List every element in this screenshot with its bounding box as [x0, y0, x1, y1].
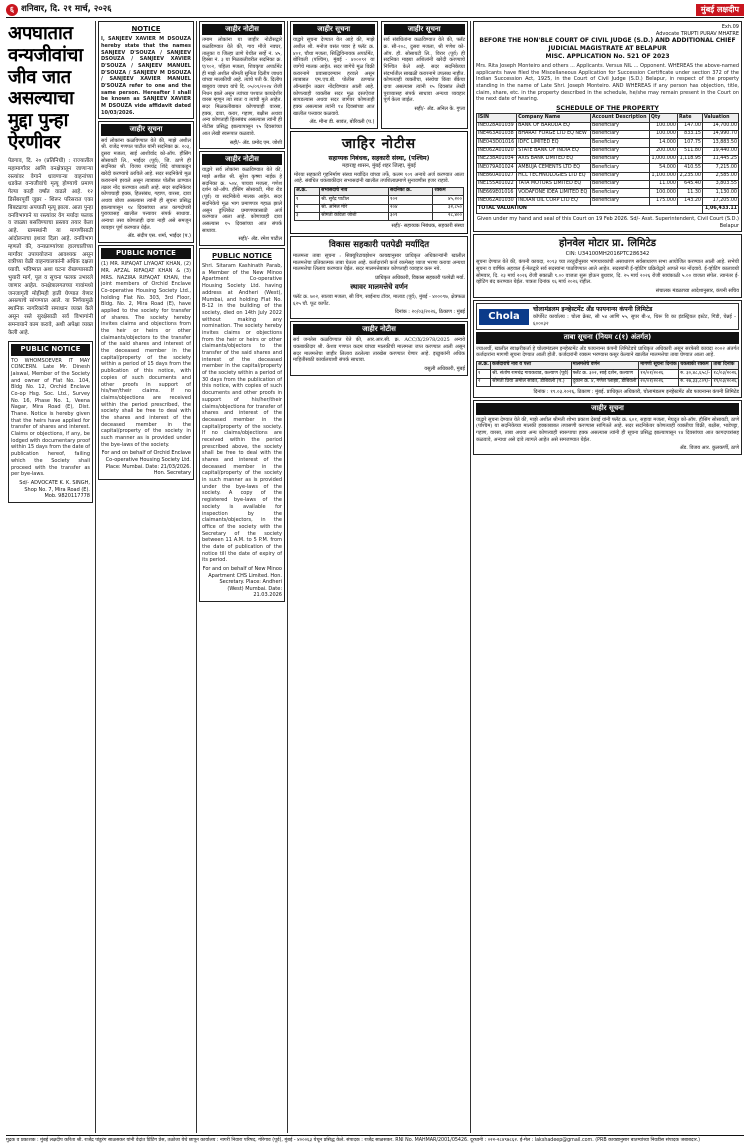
table-cell: INE463A01038 — [477, 130, 517, 138]
table-row — [477, 164, 739, 172]
table-row — [477, 378, 739, 386]
table-cell: INE043D01016 — [477, 139, 517, 147]
two-notice-row — [290, 21, 468, 131]
application-number: MISC. APPLICATION No. 521 OF 2023 — [545, 53, 670, 60]
table-cell: ३०१ — [388, 212, 432, 220]
notice-heading: जाहीर सूचना — [384, 24, 466, 35]
table-cell: Beneficiary — [590, 122, 649, 130]
table-cell: १२/०१/२०२६ — [639, 370, 679, 378]
notice-heading: NOTICE — [131, 25, 161, 33]
table-cell: Beneficiary — [590, 164, 649, 172]
table-row — [477, 122, 739, 130]
notice-body: तमाम लोकांना या जाहीर नोटीसद्वारे कळविण्यात येते की, गाव मौजे नवघर, तालुका व जिल्हा ठाणे येथील सर्व्हे नं. ४५, हिस्सा नं. ३ या मिळकतीवरील सदनिका क्र. ए/१०२, पहिला मजला, शिवकृपा अपार्टमेंट ही माझे अशील श्रीमती सुनिता दिलीप जाधव यांच्या मालकीची आहे. त्यांचे पती कै. दिलीप बाबूराव जाधव यांचे दि. ०५/०१/२०२४ रोजी निधन झाले असून त्यांच्या पश्चात कायदेशीर वारस म्हणून त्या स्वतः व त्यांची मुले आहेत. सदर मिळकतीबाबत कोणाचाही वारसा, हक्क, दावा, करार, गहाण, बक्षीस अथवा अन्य कोणताही हितसंबंध असल्यास त्यांनी ही नोटीस प्रसिद्ध झाल्यापासून १५ दिवसांच्या आत लेखी स्वरूपात कळवावे. — [202, 37, 282, 137]
table-cell: श्री. संतोष रामचंद्र गायकवाड, कल्याण (पूर्व) — [491, 370, 571, 378]
table-cell: INE062A01020 — [477, 147, 517, 155]
notice-body: सर्व जनतेस कळविण्यात येते की, आर.आर.सी. क्र. ACC/X/2978/2025 अन्वये थकबाकीदार श्री. केशव गणपत कदम यांच्या मालकीची मालमत्ता जप्त करण्यात आली असून सदर मालमत्तेचा जाहीर लिलाव ठरलेल्या तारखेस करण्यात येणार आहे. इच्छुकांनी अधिक माहितीसाठी कार्यालयाशी संपर्क साधावा. — [293, 337, 465, 364]
table-cell: २ — [477, 378, 491, 386]
vikas-patpedhi-notice — [290, 236, 468, 319]
honeywell-notice — [473, 234, 742, 297]
table-header-cell: सदनिका क्र. — [388, 187, 432, 195]
notice-body: मालमत्ता ताबा सूचना : सिक्युरिटायझेशन कायद्यानुसार प्राधिकृत अधिकाऱ्यांनी खालील मालमत्तेचा प्रतिकात्मक ताबा घेतला आहे. कर्जदारांनी कर्ज रकमेसह व्याज भरणा करावा अन्यथा मालमत्तेचा लिलाव करण्यात येईल. सदर मालमत्तेबाबत कोणताही व्यवहार करू नये. — [293, 253, 465, 273]
table-cell: दुकान क्र. ४, गणेश प्लाझा, डोंबिवली — [571, 378, 639, 386]
table-cell: 13,883.50 — [702, 139, 738, 147]
table-cell: 100.000 — [649, 130, 677, 138]
table-cell: 833.15 — [677, 130, 702, 138]
table-row — [477, 189, 739, 197]
table-cell: AXIS BANK LIMITED EQ — [517, 155, 591, 163]
table-cell: INDIAN OIL CORP LTD EQ — [517, 197, 591, 205]
table-cell: रु. ३०,४८,६५८/- — [679, 370, 712, 378]
table-cell: 19,440.00 — [702, 147, 738, 155]
property-heading: स्थावर मालमत्तेचे वर्णन — [350, 282, 408, 291]
notice-heading: PUBLIC NOTICE — [212, 251, 272, 260]
table-cell: INE062A01030 — [477, 197, 517, 205]
column-1 — [6, 21, 96, 1133]
notice-body: याद्वारे सर्व लोकांना कळविण्यात येते की, माझे अशील श्री. सुरेश कृष्णा नाईक हे सदनिका क्र. ५०४, पाचवा मजला, गणेश दर्शन को-ऑप. हौसिंग सोसायटी, मीरा रोड (पूर्व) या सदनिकेचे मालक आहेत. सदर सदनिकेचे मूळ भाग प्रमाणपत्र गहाळ झाले असून डुप्लिकेट प्रमाणपत्रासाठी अर्ज करण्यात आला आहे. कोणाचाही दावा असल्यास १५ दिवसांच्या आत संपर्क साधावा. — [202, 167, 282, 234]
table-row — [477, 172, 739, 180]
notice-body: सर्व संबंधितांना कळविण्यात येते की, फ्लॅट क्र. सी-२०८, दुसरा मजला, श्री गणेश को-ऑप. हौ. सोसायटी लि., विरार (पूर्व) ही सदनिका माझ्या अशिलांनी खरेदी करण्याचे निश्चित केले आहे. सदर सदनिकेच्या संदर्भातील साखळी करारनामे उपलब्ध नाहीत. कोणत्याही व्यक्तीचा, संस्थेचा किंवा बँकेचा दावा असल्यास त्यांनी १५ दिवसांत लेखी पुराव्यासह संपर्क साधावा अन्यथा व्यवहार पूर्ण केला जाईल. — [383, 37, 465, 104]
table-cell: २ — [295, 204, 320, 212]
chola-header — [476, 303, 739, 331]
table-cell: INE669E01016 — [477, 189, 517, 197]
public-notice-jaiswal — [8, 341, 93, 502]
table-row — [477, 197, 739, 205]
table-cell: श्री. सुरेंद्र पाटील — [320, 196, 389, 204]
notice-signature: ॲड. विजय आर. कुलकर्णी, ठाणे — [679, 445, 739, 452]
notice-signature: प्राधिकृत अधिकारी, विकास सहकारी पतपेढी मर्या. — [375, 275, 465, 282]
advocate-name: Advocate TRUPTI PURAV MHATRE — [655, 30, 739, 37]
table-cell: 14,990.70 — [702, 130, 738, 138]
company-cin: CIN: U34100MH2016PTC286342 — [565, 250, 650, 257]
table-cell: 11,445.25 — [702, 155, 738, 163]
court-body: Mrs. Rita Joseph Monteiro and others ... Applicants. Versus NIL ... Opponent. WHEREAS the above-named applicants have filed the Miscellaneous Application for Succession Certificate under section 372 of the Indian Succession Act, 1925, in the Court of Civil Judge (S.D.) Belapur, in respect of the property standing in the name of Late Shri. Joseph Monteiro. AND WHEREAS if any person has objection, title, claim, share, etc. in the property described in the schedule, he/she may remain present in the Court on the next date of hearing. — [476, 62, 739, 103]
table-row — [477, 155, 739, 163]
chola-logo: Chola — [479, 309, 529, 325]
table-header-cell: कर्जदाराचे नाव व पत्ता — [491, 361, 571, 369]
table-cell: BHARAT FORGE LTD EQ NEW — [517, 130, 591, 138]
table-cell: Beneficiary — [590, 139, 649, 147]
table-header-cell: मालमत्तेचे वर्णन — [571, 361, 639, 369]
jahir-suchana-b — [381, 21, 469, 129]
table-cell: 645.40 — [677, 180, 702, 188]
notice-signature: संचालक मंडळाच्या आदेशानुसार, कंपनी सचिव — [655, 288, 739, 295]
notice-heading: जाहीर नोटीस — [293, 324, 465, 335]
table-cell: 200.000 — [649, 147, 677, 155]
recovery-notice — [290, 321, 468, 376]
jahir-suchana-a — [290, 21, 378, 129]
table-cell: 11.000 — [649, 180, 677, 188]
court-signature: Given under my hand and seal of this Court on 19 Feb 2026. Sd/- Asst. Superintendent, Civil Court (S.D.) Belapur — [477, 216, 739, 229]
table-cell: २०४ — [388, 204, 432, 212]
notice-heading: जाहीर सूचना — [293, 24, 375, 35]
schedule-table — [476, 113, 739, 214]
public-notice-minoo — [199, 248, 285, 602]
table-cell: INE860A01027 — [477, 172, 517, 180]
notice-body: I, SANJEEV XAVIER M DSOUZA hereby state that the names SANJEEV D'SOUZA / SANJEEV DSOUZA / SANJEEV XAVIER D'SOUZA / SANJEEV MANUEL D'SOUZA / SANJEEV M DSOUZA / SANJEEV XAVIER MANUEL D'SOUZA refer to one and the same person. Hereafter I shall be known as SANJEEV XAVIER M DSOUZA vide affidavit dated 10/03/2026. — [101, 36, 191, 116]
notice-body: सर्व लोकांना कळविण्यात येते की, माझे अशील श्री. राजेंद्र गणपत पाटील यांनी सदनिका क्र. २०३, दुसरा मजला, साई आशीर्वाद को-ऑप. हौसिंग सोसायटी लि., भाईंदर (पूर्व), जि. ठाणे ही सदनिका श्री. विजय रामचंद्र शिंदे यांच्याकडून खरेदी करण्याचे ठरविले आहे. सदर सदनिकेचे मूळ करारनामे हरवले असून त्याबाबत पोलीस ठाण्यात तक्रार नोंद करण्यात आली आहे. सदर सदनिकेवर कोणाचाही हक्क, हितसंबंध, गहाण, वारसा, दावा अथवा बोजा असल्यास त्यांनी ही सूचना प्रसिद्ध झाल्यापासून १४ दिवसांच्या आत कागदोपत्री पुराव्यासह खालील पत्त्यावर संपर्क साधावा. अन्यथा तसा कोणताही दावा नाही असे समजून व्यवहार पूर्ण करण्यात येईल. — [101, 137, 191, 231]
table-cell: 175.000 — [649, 197, 677, 205]
jahir-suchana-1 — [98, 121, 194, 242]
table-cell: १०२ — [388, 196, 432, 204]
table-cell: 2,235.00 — [677, 172, 702, 180]
notice-heading: जाहीर सूचना — [101, 124, 191, 135]
notice-signature: दिनांक : १९.०३.२०२६, ठिकाण : मुंबई. प्राधिकृत अधिकारी, चोलामंडलम इन्व्हेस्टमेंट अँड फायनान्स कंपनी लिमिटेड — [533, 388, 739, 395]
notice-heading: जाहीर नोटीस — [202, 24, 282, 35]
table-cell: 7,215.00 — [702, 164, 738, 172]
notice-signature: For and on behalf of New Minoo Apartment CHS Limited. Hon. Secretary. Place: Andheri (West) Mumbai. Date: 21.03.2026 — [202, 566, 282, 599]
table-cell: ४५,२०० — [433, 196, 464, 204]
main-story: पेडगाव, दि. २० (प्रतिनिधी) : राज्यातील महामार्गांवर आणि वनक्षेत्रातून जाणाऱ्या रस्त्यांवर वेगाने धावणाऱ्या वाहनांच्या धडकेत वन्यजीवांचे मृत्यू होण्याचे प्रमाण गेल्या काही वर्षांत वाढले आहे. १२ डिसेंबरपूर्वी जुन्नर - शिरूर परिसरात एका बिबट्याचा अपघाती मृत्यू झाला. आता पुन्हा वनविभागाने या रस्त्यांवर वेग मर्यादा फलक व जाळ्या बसविण्याचा प्रस्ताव तयार केला आहे. ग्रामस्थांनी या मागणीसाठी आंदोलनाचा इशारा दिला आहे. वनविभाग म्हणतो की, वन्यप्राण्यांच्या हालचालीच्या मार्गांवर उपाययोजना आवश्यक असून रात्रीच्या वेळी वाहनचालकांनी अधिक दक्षता घ्यावी. भविष्यात अशा घटना रोखण्यासाठी भुयारी मार्ग, पूल व सूचना फलक उभारले जाणार आहेत. वनक्षेत्रालगतच्या गावांमध्ये जनजागृती मोहीमही हाती घेण्यात येणार असल्याचे सांगण्यात आले. या निर्णयामुळे स्थानिक नागरिकांनी समाधान व्यक्त केले असून रस्ते सुरक्षेसाठी सर्व विभागांनी समन्वयाने काम करावे, अशी अपेक्षा व्यक्त केली आहे. — [8, 157, 93, 336]
company-title: होनवेल मोटार प्रा. लिमिटेड — [559, 238, 656, 250]
table-cell: Beneficiary — [590, 147, 649, 155]
table-cell: २०/०१/२०२६ — [639, 378, 679, 386]
chola-possession-notice — [473, 300, 742, 399]
notice-body: (1) MR. RIFAQAT LIYAQAT KHAN, (2) MR. AFZAL RIFAQAT KHAN & (3) MRS. NAZIRA RIFAQAT KHAN, the joint members of Orchid Enclave Co-operative Housing Society Ltd., holding Flat No. 303, 3rd Floor, Bldg. No. 2, Mira Road (E), have applied to the society for transfer of shares. The society hereby invites claims and objections from the heir or heirs or other claimants/objectors to the transfer of the said shares and interest of the deceased member in the capital/property of the society within a period of 15 days from the publication of this notice, with copies of such documents and other proofs in support of his/her/their claims. If no claims/objections are received within the period prescribed, the society shall be free to deal with the shares and interest of the deceased member in the capital/property of the society in such manner as is provided under the bye-laws of the society. — [101, 261, 191, 448]
table-cell: 17,205.00 — [702, 197, 738, 205]
notice-heading: PUBLIC NOTICE — [11, 344, 90, 355]
notice-body: याद्वारे सूचना देण्यात येते की, माझे अशील श्रीमती शोभा प्रकाश देसाई यांनी फ्लॅट क्र. ६०१, सहावा मजला, मेघदूत को-ऑप. हौसिंग सोसायटी, ठाणे (पश्चिम) या सदनिकेच्या मालकी हक्काबाबत तपासणी करण्यास सांगितले आहे. सदर सदनिकेवर कोणत्याही व्यक्तीचा विक्री, बक्षीस, भाडेपट्टा, गहाण, वारसा, ताबा अथवा अन्य कोणत्याही स्वरूपाचा हक्क असल्यास त्यांनी ही सूचना प्रसिद्ध झाल्यापासून १४ दिवसांच्या आत कागदपत्रांसह कळवावे, अन्यथा असे दावे त्यागले आहेत असे समजण्यात येईल. — [476, 416, 739, 443]
notice-body: याद्वारे सूचना देण्यात येत आहे की, माझे अशील श्री. मनोज वसंत पवार हे फ्लॅट क्र. ४०१, चौथा मजला, सिद्धिविनायक अपार्टमेंट, बोरिवली (पश्चिम), मुंबई - ४०००९२ या जागेचे मालक आहेत. सदर जागेचे मूळ विक्री करारनामे प्रवासादरम्यान हरवले असून त्याबाबत एम.एच.बी. पोलीस ठाण्यात ऑनलाईन तक्रार नोंदविण्यात आली आहे. कोणत्याही व्यक्तीस सदर मूळ दस्तऐवज सापडल्यास अथवा सदर जागेवर कोणताही हक्क असल्यास त्यांनी १४ दिवसांच्या आत खालील पत्त्यावर कळवावे. — [293, 37, 375, 117]
table-cell: रु. २७,३३,८०९/- — [679, 378, 712, 386]
total-value: 1,06,433.11 — [702, 205, 738, 213]
table-cell: AMBUJA CEMENTS LTD EQ — [517, 164, 591, 172]
table-cell: 2,585.00 — [702, 172, 738, 180]
notice-signature: For and on behalf of Orchid Enclave Co-operative Housing Society Ltd. Place: Mumbai. Date: 21/03/2026. Hon. Secretary — [101, 450, 191, 477]
table-cell: 11.30 — [677, 189, 702, 197]
page-grid — [6, 21, 744, 1133]
jahir-notice-3 — [199, 151, 285, 246]
table-cell: 1,000.000 — [649, 155, 677, 163]
notice-heading: ताबा सूचना (नियम ८(१) अंतर्गत) — [476, 332, 739, 343]
notice-signature: ॲड. मीना डी. सावंत, बोरिवली (प.) — [309, 119, 375, 126]
table-header-cell: मागणी सूचना दिनांक — [639, 361, 679, 369]
table-cell: 14.000 — [649, 139, 677, 147]
company-name: चोलामंडलम इन्व्हेस्टमेंट अँड फायनान्स कंपनी लिमिटेड — [533, 305, 653, 313]
table-header-cell: अ.क्र. — [477, 361, 491, 369]
table-header-cell: ISIN — [477, 114, 517, 122]
table-cell: 511.80 — [677, 147, 702, 155]
court-notice — [473, 21, 742, 232]
table-cell: फ्लॅट क्र. ३०२, साई दर्शन, कल्याण — [571, 370, 639, 378]
notice-title: जाहिर नोटीस — [341, 136, 417, 153]
defaulters-table — [294, 187, 464, 221]
table-cell: BANK OF BARODA EQ — [517, 122, 591, 130]
table-cell: 14,700.00 — [702, 122, 738, 130]
notice-body: सूचना देण्यात येते की, कंपनी कायदा, २०१३ च्या तरतुदीनुसार भागधारकांची असाधारण सर्वसाधारण सभा आयोजित करण्यात आली आहे. सभेची सूचना व वार्षिक अहवाल ई-मेलद्वारे सर्व सदस्यांना पाठविण्यात आले आहेत. सदस्यांनी ई-व्होटिंग प्रक्रियेद्वारे आपले मत नोंदवावे. ई-व्होटिंग कालावधी सोमवार, दि. २३ मार्च २०२६ रोजी सकाळी ९.०० वाजता सुरू होऊन बुधवार, दि. २५ मार्च २०२६ रोजी सायंकाळी ५.०० वाजता संपेल. त्यानंतर ई-व्होटिंग बंद करण्यात येईल. पात्रता दिनांक १६ मार्च २०२६ राहील. — [476, 259, 739, 286]
table-cell: ३ — [295, 212, 320, 220]
table-cell: १ — [477, 370, 491, 378]
table-cell: Beneficiary — [590, 180, 649, 188]
notice-subtitle: सहाय्यक निबंधक, सहकारी संस्था, (पश्चिम) — [328, 154, 430, 162]
notice-heading: PUBLIC NOTICE — [101, 248, 191, 259]
table-cell: Beneficiary — [590, 172, 649, 180]
table-cell: २८,४०० — [433, 212, 464, 220]
column-4 — [288, 21, 471, 1133]
table-cell: ३२,८५० — [433, 204, 464, 212]
table-row — [477, 147, 739, 155]
table-cell: १८/०३/२०२६ — [712, 370, 739, 378]
total-label: TOTAL VALUATION — [477, 205, 703, 213]
column-2 — [96, 21, 197, 1133]
table-header-cell: ताबा दिनांक — [712, 361, 739, 369]
table-row — [477, 139, 739, 147]
edition-name: मुंबई लक्षदीप — [696, 4, 744, 17]
notice-heading: जाहीर नोटीस — [202, 154, 282, 165]
table-cell: INE079A01024 — [477, 164, 517, 172]
notice-body: मोरया सहकारी गृहनिर्माण संस्था मर्यादित यांच्या तर्फे, कलम १०१ अन्वये अर्ज करण्यात आला आहे. संबंधित थकबाकीदार सभासदांनी खालील तपशिलाप्रमाणे सुनावणीस हजर राहावे. — [294, 171, 464, 185]
notice-body: Shri. Sitaram Kashinath Parab, a Member of the New Minoo Apartment Co-operative Housing Society Ltd. having address at Andheri (West), Mumbai, and holding Flat No. B-12 in the building of the society, died on 14th July 2022 without making any nomination. The society hereby invites claims or objections from the heir or heirs or other claimants/objectors to the transfer of the said shares and interest of the deceased member in the capital/property of the society within a period of 30 days from the publication of this notice, with copies of such documents and other proofs in support of his/her/their claims/objections for transfer of shares and interest of the deceased member in the capital/property of the society. If no claims/objections are received within the period prescribed above, the society shall be free to deal with the shares and interest of the deceased member in the capital/property of the society in such manner as is provided under the bye-laws of the society. A copy of the registered bye-laws of the society is available for inspection by the claimants/objectors, in the office of the society with the Secretary of the society between 11 A.M. to 5 P.M. from the date of publication of the notice till the date of expiry of its period. — [202, 263, 282, 564]
table-cell: STATE BANK OF INDIA EQ — [517, 147, 591, 155]
company-address: कॉर्पोरेट कार्यालय : चोला क्रेस्ट, सी ५४ आणि ५५, सुपर बी-४, थिरू वि का इंडस्ट्रियल इस्टेट, गिंडी, चेन्नई - ६०००३२ — [533, 313, 736, 327]
registrar-notice — [290, 131, 468, 234]
table-cell: 54.000 — [649, 164, 677, 172]
table-header-cell: Valuation — [702, 114, 738, 122]
notice-signature: वसुली अधिकारी, मुंबई — [424, 365, 465, 372]
notice-signature: सही/- ॲड. रमेश पाटील — [238, 236, 282, 243]
notice-subtitle-2: महाराष्ट्र शासन, मुंबई शहर जिल्हा, मुंबई — [342, 162, 416, 169]
possession-table — [476, 361, 739, 387]
table-total-row — [477, 205, 739, 213]
notice-signature: सही/- ॲड. प्रमोद एम. जोशी — [229, 139, 282, 146]
notice-signature: ॲड. संदीप एस. शर्मा, भाईंदर (प.) — [127, 233, 191, 240]
imprint-line: मुद्रक व प्रकाशक : मुंबई लक्षदीप करिता श्री. राजेंद्र पांडुरंग साळसकर यांनी वेदांत प्रिंटिंग प्रेस, तळोजा येथे छापून कार्यालय : नागरी निवारा परिषद, गोरेगाव (पूर्व), मुंबई - ४०००६३ येथून प्रसिद्ध केले. संपादक : राजेंद्र साळसकर. RNI No. MAHMAR/2001/05426. दूरध्वनी : ०२२-२८४९७८६२. ई-मेल : lakshadeep@gmail.com. (PRB कायद्यानुसार बातम्यांच्या निवडीस संपादक जबाबदार.) — [6, 1135, 744, 1148]
table-cell: 143.20 — [677, 197, 702, 205]
column-3 — [197, 21, 288, 1133]
table-cell: १९/०३/२०२६ — [712, 378, 739, 386]
table-row — [477, 370, 739, 378]
table-header-cell: Account Description — [590, 114, 649, 122]
notice-signature: Sd/- ADVOCATE K. K. SINGH, Shop No. 7, Mira Road (E). Mob. 9820117778 — [19, 479, 90, 500]
table-cell: 100.000 — [649, 122, 677, 130]
notice-body: TO WHOMSOEVER IT MAY CONCERN. Late Mr. Dinesh Jaiswal, Member of the Society and owner of Flat No. 104, Bldg No. 12, Orchid Enclave Co-op Hsg. Soc. Ltd., Survey No. 16, Phase No. 1, Veena Nagar, Mira Road (E), Dist. Thane. Notice is hereby given that the heirs have applied for transfer of shares and interest. Claims or objections, if any, be lodged with documentary proof within 15 days from the date of publication hereof, failing which the Society shall proceed with the transfer as per bye-laws. — [11, 357, 90, 478]
table-row — [295, 204, 464, 212]
notice-body: ज्याअर्थी, खालील स्वाक्षरीकर्ता हे चोलामंडलम इन्व्हेस्टमेंट अँड फायनान्स कंपनी लिमिटेडचे प्राधिकृत अधिकारी असून सरफेसी कायदा २००२ अंतर्गत कर्जदारांना मागणी सूचना देण्यात आली होती. कर्जदारांनी रक्कम भरण्यास कसूर केल्याने खालील मालमत्तेचा ताबा घेण्यात आला आहे. — [476, 345, 739, 359]
table-cell: Beneficiary — [590, 155, 649, 163]
table-header-cell: Qty — [649, 114, 677, 122]
table-cell: 147.00 — [677, 122, 702, 130]
notice-heading: जाहीर सूचना — [476, 403, 739, 414]
masthead — [6, 3, 744, 18]
table-header-cell: सभासदाचे नाव — [320, 187, 389, 195]
page-number: ६ — [6, 4, 18, 16]
table-cell: INE238A01034 — [477, 155, 517, 163]
name-change-notice — [98, 21, 194, 119]
table-row — [477, 180, 739, 188]
table-cell: 1,130.00 — [702, 189, 738, 197]
table-header-cell: Rate — [677, 114, 702, 122]
table-cell: श्रीमती कविता जोशी — [320, 212, 389, 220]
table-header-cell: Company Name — [517, 114, 591, 122]
table-cell: Beneficiary — [590, 189, 649, 197]
jahir-notice-2 — [199, 21, 285, 149]
table-header-cell: थकबाकी रक्कम — [679, 361, 712, 369]
table-cell: 3,803.55 — [702, 180, 738, 188]
table-row — [295, 212, 464, 220]
property-signature: दिनांक : २०/०३/२०२६, ठिकाण : मुंबई — [394, 309, 465, 316]
jahir-suchana-c — [473, 400, 742, 455]
table-cell: INE028A01039 — [477, 122, 517, 130]
table-cell: VODAFONE IDEA LIMITED EQ — [517, 189, 591, 197]
table-row — [295, 196, 464, 204]
table-cell: IDFC LIMITED EQ — [517, 139, 591, 147]
table-header-cell: अ.क्र. — [295, 187, 320, 195]
table-header-cell: रक्कम — [433, 187, 464, 195]
table-cell: १ — [295, 196, 320, 204]
schedule-title: SCHEDULE OF THE PROPERTY — [556, 105, 659, 113]
table-cell: 1,118.95 — [677, 155, 702, 163]
table-cell: श्रीमती प्रिया अमोल सावंत, डोंबिवली (प.) — [491, 378, 571, 386]
notice-signature: सही/- ॲड. अनिल के. गुप्ता — [414, 106, 465, 113]
court-title: BEFORE THE HON'BLE COURT OF CIVIL JUDGE (S.D.) AND ADDITIONAL CHIEF JUDICIAL MAGISTRATE AT BELAPUR — [479, 37, 736, 53]
main-headline: अपघातात वन्यजीवांचा जीव जात असल्याचा मुद्दा पुन्हा ऐरणीवर — [8, 23, 83, 154]
public-notice-khan — [98, 245, 194, 480]
property-body: फ्लॅट क्र. ७०२, सातवा मजला, सी विंग, साईनाथ टॉवर, मालाड (पूर्व), मुंबई - ४०००९७, क्षेत्रफळ ६२५ चौ. फूट कार्पेट. — [293, 293, 466, 307]
notice-heading: विकास सहकारी पतपेढी मर्यादित — [328, 239, 430, 250]
table-cell: Beneficiary — [590, 130, 649, 138]
table-cell: 1,100.000 — [649, 172, 677, 180]
exhibit-number: Exh.09 — [721, 24, 739, 30]
table-cell: 100.000 — [649, 189, 677, 197]
table-cell: HCL TECHNOLOGIES LTD EQ — [517, 172, 591, 180]
table-cell: 410.55 — [677, 164, 702, 172]
table-row — [477, 130, 739, 138]
column-5 — [471, 21, 744, 1133]
table-cell: INE155A01022 — [477, 180, 517, 188]
issue-date: शनिवार, दि. २१ मार्च, २०२६ — [21, 4, 112, 15]
notice-signature: सही/- सहाय्यक निबंधक, सहकारी संस्था — [391, 223, 464, 230]
table-cell: Beneficiary — [590, 197, 649, 205]
table-cell: श्री. अनिल मोरे — [320, 204, 389, 212]
table-cell: 107.75 — [677, 139, 702, 147]
table-cell: TATA MOTORS LIMITED EQ — [517, 180, 591, 188]
